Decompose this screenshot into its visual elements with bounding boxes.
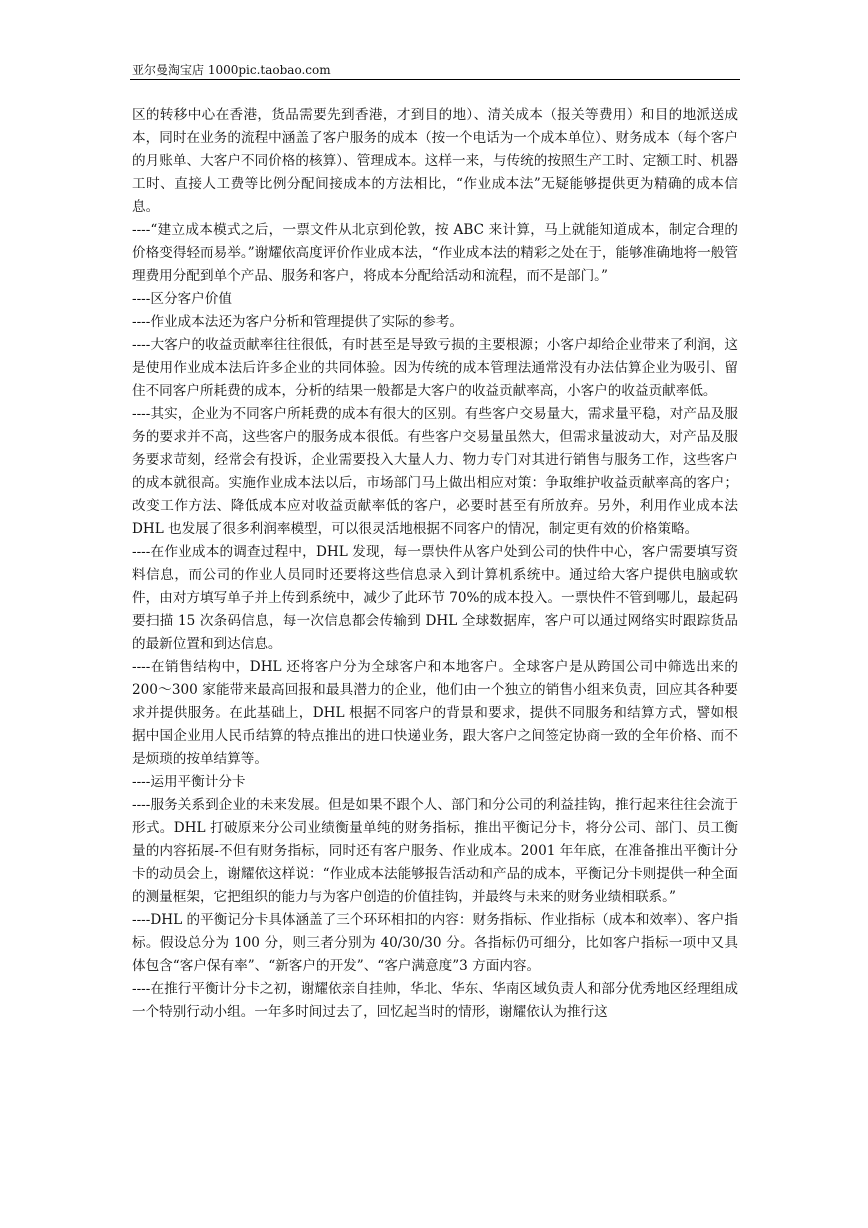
paragraph: ----其实，企业为不同客户所耗费的成本有很大的区别。有些客户交易量大，需求量平稳，对产品及服务的要求并不高，这些客户的服务成本很低。有些客户交易量虽然大，但需求量波动大，对产品及服务要求苛刻，经常会有投诉，企业需要投入大量人力、物力专门对其进行销售与服务工作，这些客户的成本就很高。实施作业成本法以后，市场部门马上做出相应对策：争取维护收益贡献率高的客户；改变工作方法、降低成本应对收益贡献率低的客户，必要时甚至有所放弃。另外，利用作业成本法 DHL 也发展了很多利润率模型，可以很灵活地根据不同客户的情况，制定更有效的价格策略。 xyxy=(132,406,738,537)
paragraph: ----“建立成本模式之后，一票文件从北京到伦敦，按 ABC 来计算，马上就能知道成本，制定合理的价格变得轻而易举。”谢耀依高度评价作业成本法，“作业成本法的精彩之处在于，能够准确地将一般管理费用分配到单个产品、服务和客户，将成本分配给活动和流程，而不是部门。” xyxy=(132,222,738,284)
paragraph: 区的转移中心在香港，货品需要先到香港，才到目的地）、清关成本（报关等费用）和目的地派送成本，同时在业务的流程中涵盖了客户服务的成本（按一个电话为一个成本单位）、财务成本（每个客户的月账单、大客户不同价格的核算）、管理成本。这样一来，与传统的按照生产工时、定额工时、机器工时、直接人工费等比例分配间接成本的方法相比，“作业成本法”无疑能够提供更为精确的成本信息。 xyxy=(132,107,738,215)
paragraph: ----DHL 的平衡记分卡具体涵盖了三个环环相扣的内容：财务指标、作业指标（成本和效率）、客户指标。假设总分为 100 分，则三者分别为 40/30/30 分。各指标仍可细分，比如客户指标一项中又具体包含“客户保有率”、“新客户的开发”、“客户满意度”3 方面内容。 xyxy=(132,912,738,974)
paragraph: ----在销售结构中，DHL 还将客户分为全球客户和本地客户。全球客户是从跨国公司中筛选出来的 200～300 家能带来最高回报和最具潜力的企业，他们由一个独立的销售小组来负责，回应其各种要求并提供服务。在此基础上，DHL 根据不同客户的背景和要求，提供不同服务和结算方式，譬如根据中国企业用人民币结算的特点推出的进口快递业务，跟大客户之间签定协商一致的全年价格、而不是烦琐的按单结算等。 xyxy=(132,659,738,767)
section-heading: ----运用平衡计分卡 xyxy=(132,774,246,790)
paragraph: ----大客户的收益贡献率往往很低，有时甚至是导致亏损的主要根源；小客户却给企业带来了利润，这是使用作业成本法后许多企业的共同体验。因为传统的成本管理法通常没有办法估算企业为吸引、留住不同客户所耗费的成本，分析的结果一般都是大客户的收益贡献率高，小客户的收益贡献率低。 xyxy=(132,337,738,399)
paragraph: ----作业成本法还为客户分析和管理提供了实际的参考。 xyxy=(132,314,464,330)
paragraph: ----在推行平衡计分卡之初，谢耀依亲自挂帅，华北、华东、华南区域负责人和部分优秀地区经理组成一个特别行动小组。一年多时间过去了，回忆起当时的情形，谢耀依认为推行这 xyxy=(132,981,738,1020)
page-header: 亚尔曼淘宝店 1000pic.taobao.com xyxy=(132,63,331,77)
document-body xyxy=(132,104,738,1024)
paragraph: ----在作业成本的调查过程中，DHL 发现，每一票快件从客户处到公司的快件中心，客户需要填写资料信息，而公司的作业人员同时还要将这些信息录入到计算机系统中。通过给大客户提供电脑或软件，由对方填写单子并上传到系统中，减少了此环节 70%的成本投入。一票快件不管到哪儿，最起码要扫描 15 次条码信息，每一次信息都会传输到 DHL 全球数据库，客户可以通过网络实时跟踪货品的最新位置和到达信息。 xyxy=(132,544,738,652)
section-heading: ----区分客户价值 xyxy=(132,291,232,307)
header-divider xyxy=(130,79,740,80)
paragraph: ----服务关系到企业的未来发展。但是如果不跟个人、部门和分公司的利益挂钩，推行起来往往会流于形式。DHL 打破原来分公司业绩衡量单纯的财务指标，推出平衡记分卡，将分公司、部门、员工衡量的内容拓展-不但有财务指标，同时还有客户服务、作业成本。2001 年年底，在准备推出平衡计分卡的动员会上，谢耀依这样说：“作业成本法能够报告活动和产品的成本，平衡记分卡则提供一种全面的测量框架，它把组织的能力与为客户创造的价值挂钩，并最终与未来的财务业绩相联系。” xyxy=(132,797,738,905)
